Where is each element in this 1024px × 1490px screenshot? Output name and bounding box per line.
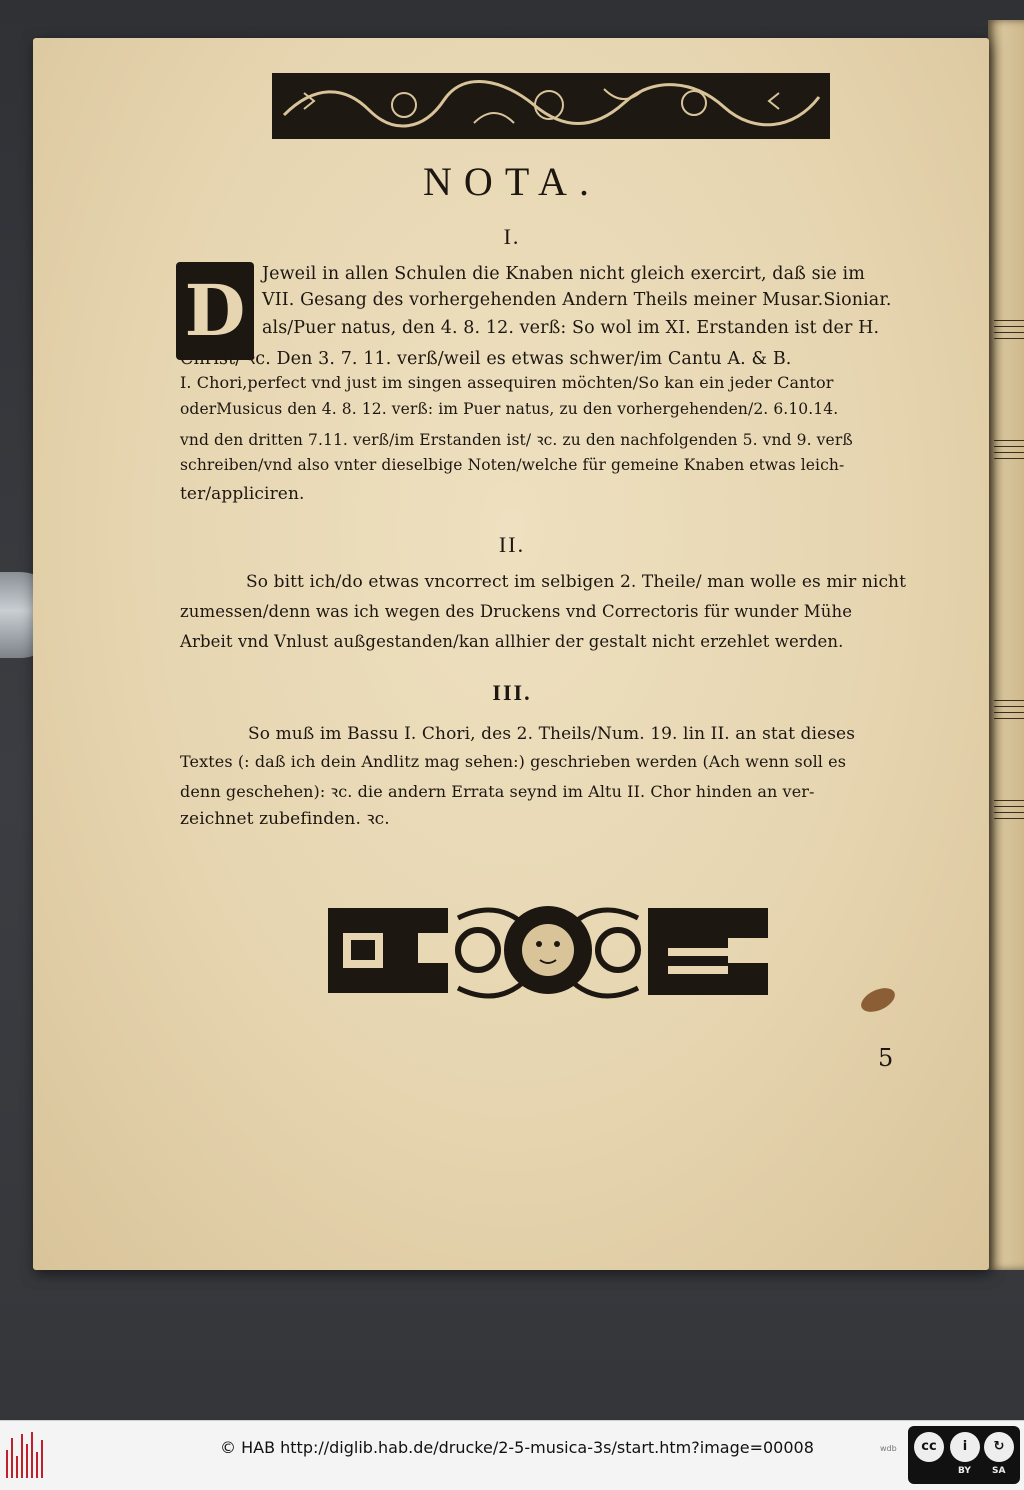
by-label: BY	[958, 1466, 971, 1476]
text-line: VII. Gesang des vorhergehenden Andern Theils meiner Musar.Sioniar.	[262, 290, 892, 310]
credit-link[interactable]: © HAB http://diglib.hab.de/drucke/2-5-musica-3s/start.htm?image=00008	[220, 1438, 814, 1457]
text-line: Arbeit vnd Vnlust außgestanden/kan allhier der gestalt nicht erzehlet werden.	[180, 632, 844, 651]
header-ornament-band	[272, 73, 830, 139]
signature-mark: 5	[878, 1044, 894, 1072]
text-line: zumessen/denn was ich wegen des Druckens vnd Correctoris für wunder Mühe	[180, 602, 853, 621]
section-number-2: II.	[498, 532, 526, 557]
text-line: oderMusicus den 4. 8. 12. verß: im Puer natus, zu den vorhergehenden/2. 6.10.14.	[180, 400, 839, 418]
text-line: So muß im Bassu I. Chori, des 2. Theils/Num. 19. lin II. an stat dieses	[248, 724, 856, 744]
page-title: NOTA.	[423, 159, 601, 204]
text-line: So bitt ich/do etwas vncorrect im selbigen 2. Theile/ man wolle es mir nicht	[246, 572, 907, 592]
section-number-1: I.	[503, 224, 521, 249]
text-line: schreiben/vnd also vnter dieselbige Noten/welche für gemeine Knaben etwas leich-	[180, 456, 845, 474]
cc-icon: cc	[914, 1432, 944, 1462]
sa-icon: ↻	[984, 1432, 1014, 1462]
text-line: Textes (: daß ich dein Andlitz mag sehen:) geschrieben werden (Ach wenn soll es	[180, 752, 847, 771]
drop-cap-initial: D	[176, 262, 254, 360]
section-number-3: III.	[492, 680, 532, 705]
wdb-mark: wdb	[880, 1444, 897, 1453]
facing-page-edge	[988, 20, 1024, 1270]
text-line: vnd den dritten 7.11. verß/im Erstanden ist/ ꝛc. zu den nachfolgenden 5. vnd 9. verß	[180, 431, 853, 449]
text-line: Christ/ ꝛc. Den 3. 7. 11. verß/weil es etwas schwer/im Cantu A. & B.	[180, 349, 792, 369]
text-line: zeichnet zubefinden. ꝛc.	[180, 809, 390, 829]
text-line: I. Chori,perfect vnd just im singen assequiren möchten/So kan ein jeder Cantor	[180, 373, 834, 392]
text-line: ter/appliciren.	[180, 484, 305, 504]
cc-license-badge[interactable]	[908, 1426, 1020, 1484]
by-icon: i	[950, 1432, 980, 1462]
book-page	[33, 38, 989, 1270]
text-line: als/Puer natus, den 4. 8. 12. verß: So wol im XI. Erstanden ist der H.	[262, 318, 880, 338]
footer-ornament-woodcut	[318, 888, 778, 1020]
text-line: Jeweil in allen Schulen die Knaben nicht gleich exercirt, daß sie im	[262, 264, 865, 284]
text-line: denn geschehen): ꝛc. die andern Errata seynd im Altu II. Chor hinden an ver-	[180, 782, 815, 801]
hab-logo-icon[interactable]	[6, 1430, 46, 1478]
sa-label: SA	[992, 1466, 1006, 1476]
